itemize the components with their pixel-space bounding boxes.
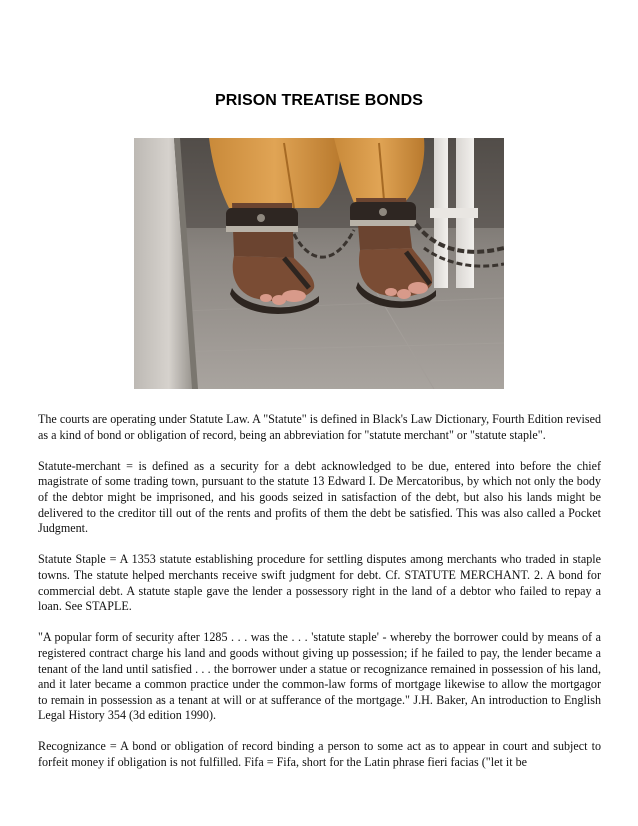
paragraph-statute-law: The courts are operating under Statute Law. A "Statute" is defined in Black's Law Dictionary, Fourth Edition revised as a kind of bond or obligation of record, being an abbreviation for "statute merchant" or "statute staple". (38, 412, 601, 442)
paragraph-recognizance: Recognizance = A bond or obligation of record binding a person to some act as to appear in court and subject to forfeit money if obligation is not fulfilled. Fifa = Fifa, short for the Latin phrase fieri facias ("let it be (38, 739, 601, 770)
paragraph-statute-merchant: Statute-merchant = is defined as a security for a debt acknowledged to be due, entered into before the chief magistrate of some trading town, pursuant to the statute 13 Edward I. De Mercatoribus, by which not only the body of the debtor might be imprisoned, and his goods seized in satisfaction of the debt, but also his lands might be delivered to the creditor till out of the rents and profits of them the debt be satisfied. This was also called a Pocket Judgment. (38, 458, 601, 536)
shackled-feet-photo (134, 138, 504, 389)
paragraph-statute-staple: Statute Staple = A 1353 statute establishing procedure for settling disputes among merchants who traded in staple towns. The statute helped merchants receive swift judgment for debt. Cf. STATUTE MERCHANT. 2. A bond for commercial debt. A statute staple gave the lender a possessory right in the land of a debtor who failed to repay a loan. See STAPLE. (38, 552, 601, 614)
paragraph-baker-quote: "A popular form of security after 1285 . . . was the . . . 'statute staple' - whereby the borrower could by means of a registered contract charge his land and goods without giving up possession; if he failed to pay, the lender became a tenant of the land until satisfied . . . the borrower under a statue or recognizance remained in possession of his land, and it later became a common practice under the common-law forms of mortgage likewise to allow the mortgagor to remain in possession as a tenant at will or at sufferance of the mortgage." J.H. Baker, An introduction to English Legal History 354 (3d edition 1990). (38, 630, 601, 723)
body-text (38, 412, 601, 786)
page-title: PRISON TREATISE BONDS (214, 92, 424, 109)
